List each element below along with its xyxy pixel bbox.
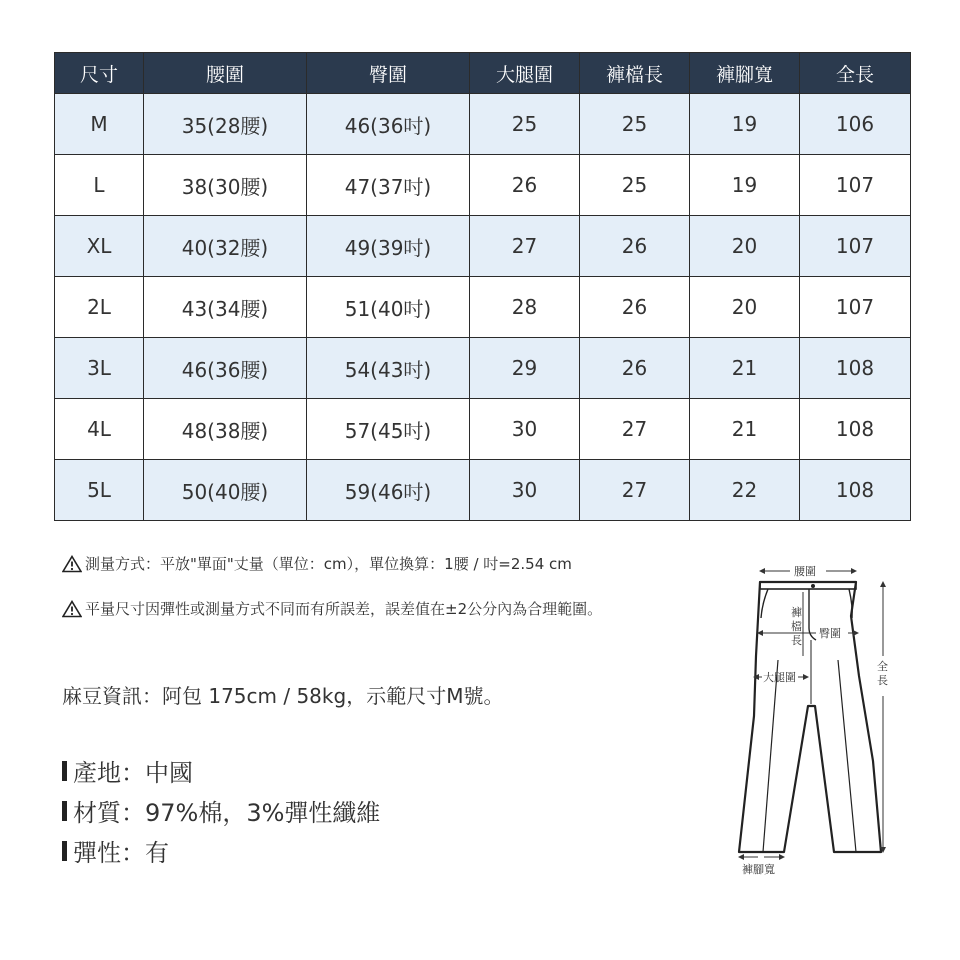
cell-waist: 38(30腰) [144,155,307,216]
cell-thigh: 30 [470,460,580,521]
cell-crotch: 26 [580,338,690,399]
col-header-size: 尺寸 [55,53,144,94]
cell-hip: 46(36吋) [307,94,470,155]
cell-waist: 40(32腰) [144,216,307,277]
crotch-label: 褲 [791,606,802,619]
size-table [54,52,911,521]
cell-hem: 19 [690,94,800,155]
cell-size: 2L [55,277,144,338]
cell-thigh: 25 [470,94,580,155]
cell-hem: 22 [690,460,800,521]
cell-length: 107 [800,277,911,338]
length-label: 長 [877,674,888,687]
bullet-bar [62,801,67,821]
cell-thigh: 27 [470,216,580,277]
warning-icon [62,555,82,573]
cell-length: 106 [800,94,911,155]
tolerance-note [62,598,602,619]
col-header-waist: 腰圍 [144,53,307,94]
bullet-bar [62,761,67,781]
table-row [55,277,911,338]
cell-hip: 59(46吋) [307,460,470,521]
cell-waist: 48(38腰) [144,399,307,460]
table-row [55,460,911,521]
cell-hip: 54(43吋) [307,338,470,399]
measure-note [62,553,572,574]
col-header-length: 全長 [800,53,911,94]
col-header-hip: 臀圍 [307,53,470,94]
spec-material-text: 材質：97%棉，3%彈性纖維 [73,799,381,827]
waist-label: 腰圍 [794,565,816,578]
table-row [55,155,911,216]
cell-crotch: 27 [580,399,690,460]
cell-hip: 49(39吋) [307,216,470,277]
cell-waist: 46(36腰) [144,338,307,399]
crotch-label: 檔 [791,620,802,633]
cell-length: 108 [800,460,911,521]
col-header-hem: 褲腳寬 [690,53,800,94]
cell-size: 5L [55,460,144,521]
spec-origin [62,753,193,788]
spec-elastic-text: 彈性：有 [73,839,169,867]
measure-note-text: 測量方式：平放"單面"丈量（單位：cm），單位換算：1腰 / 吋=2.54 cm [85,555,572,573]
cell-hem: 21 [690,399,800,460]
cell-length: 108 [800,338,911,399]
bullet-bar [62,841,67,861]
cell-crotch: 26 [580,216,690,277]
cell-size: 3L [55,338,144,399]
table-row [55,338,911,399]
cell-crotch: 27 [580,460,690,521]
hem-label: 褲腳寬 [742,863,775,876]
warning-icon [62,600,82,618]
length-label: 全 [877,660,888,673]
cell-waist: 50(40腰) [144,460,307,521]
cell-crotch: 26 [580,277,690,338]
spec-elastic [62,833,169,868]
cell-thigh: 26 [470,155,580,216]
model-info: 麻豆資訊：阿包 175cm / 58kg，示範尺寸M號。 [62,684,504,708]
tolerance-note-text: 平量尺寸因彈性或測量方式不同而有所誤差，誤差值在±2公分內為合理範圍。 [85,600,603,618]
cell-waist: 43(34腰) [144,277,307,338]
cell-length: 107 [800,216,911,277]
cell-hem: 19 [690,155,800,216]
button-shape [811,584,815,588]
cell-thigh: 30 [470,399,580,460]
cell-size: L [55,155,144,216]
cell-thigh: 28 [470,277,580,338]
spec-material [62,793,380,828]
table-row [55,216,911,277]
pants-outline [739,582,881,852]
cell-thigh: 29 [470,338,580,399]
crotch-label: 長 [791,634,802,647]
cell-hem: 21 [690,338,800,399]
cell-crotch: 25 [580,155,690,216]
cell-size: 4L [55,399,144,460]
table-row [55,399,911,460]
pants-measurement-diagram [728,556,900,884]
cell-hip: 51(40吋) [307,277,470,338]
cell-hip: 57(45吋) [307,399,470,460]
col-header-crotch: 褲檔長 [580,53,690,94]
cell-waist: 35(28腰) [144,94,307,155]
cell-size: M [55,94,144,155]
table-header-row [55,53,911,94]
cell-hem: 20 [690,216,800,277]
table-row [55,94,911,155]
spec-origin-text: 產地：中國 [73,759,193,787]
col-header-thigh: 大腿圍 [470,53,580,94]
cell-length: 107 [800,155,911,216]
cell-size: XL [55,216,144,277]
cell-hem: 20 [690,277,800,338]
cell-length: 108 [800,399,911,460]
thigh-label: 大腿圍 [763,671,796,684]
hip-label: 臀圍 [819,627,841,640]
cell-crotch: 25 [580,94,690,155]
cell-hip: 47(37吋) [307,155,470,216]
